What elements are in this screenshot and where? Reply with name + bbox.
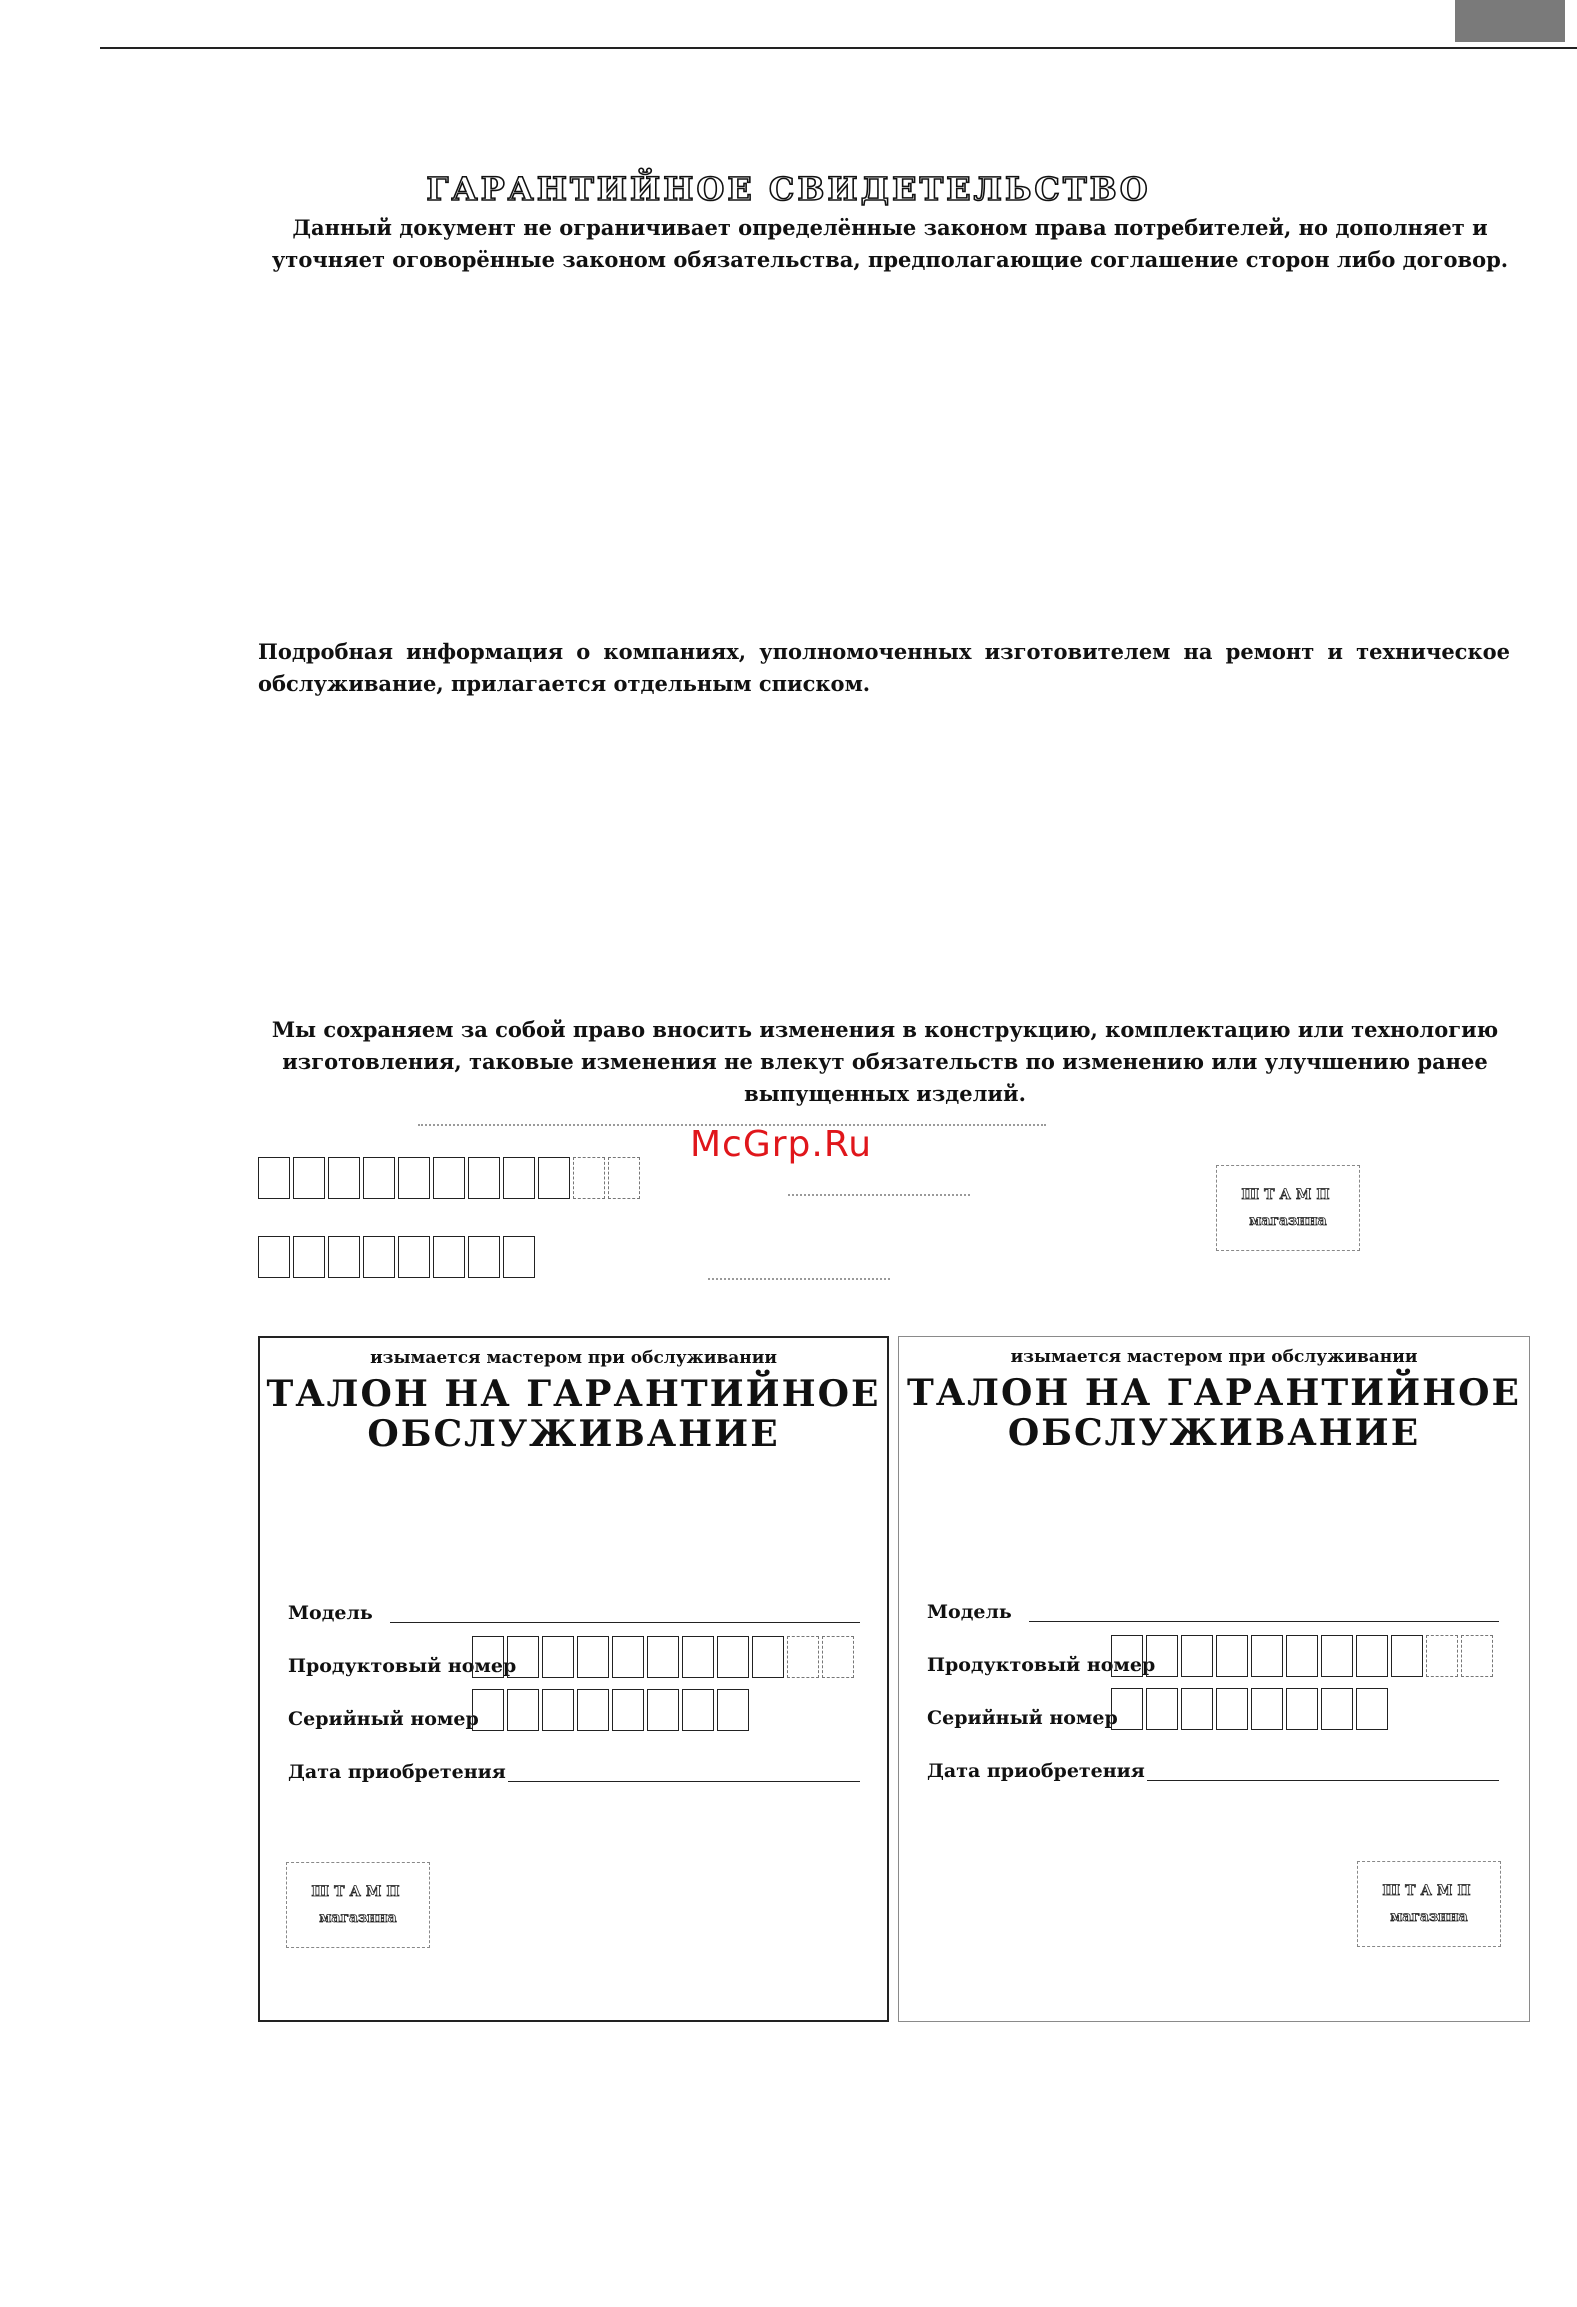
digit-cell[interactable] bbox=[258, 1157, 290, 1199]
digit-cell[interactable] bbox=[822, 1636, 854, 1678]
digit-cell[interactable] bbox=[717, 1689, 749, 1731]
model-field[interactable] bbox=[390, 1622, 860, 1623]
model-label: Модель bbox=[288, 1602, 373, 1624]
rights-reserved-note: Мы сохраняем за собой право вносить изменения в конструкцию, комплектацию или технологию изготовления, таковые изменения не влекут обязательств по изменению или улучшению ранее выпущенных изделий. bbox=[271, 1017, 1499, 1106]
digit-cell[interactable] bbox=[503, 1157, 535, 1199]
digit-cell[interactable] bbox=[1356, 1688, 1388, 1730]
digit-cell[interactable] bbox=[1216, 1688, 1248, 1730]
watermark: McGrp.Ru bbox=[690, 1124, 873, 1165]
digit-cell[interactable] bbox=[647, 1636, 679, 1678]
certificate-title: ГАРАНТИЙНОЕ СВИДЕТЕЛЬСТВО bbox=[426, 170, 1151, 208]
stamp-label: ШТАМП bbox=[1382, 1883, 1476, 1899]
coupon-product-number-cells[interactable] bbox=[472, 1636, 857, 1678]
digit-cell[interactable] bbox=[1111, 1635, 1143, 1677]
digit-cell[interactable] bbox=[1146, 1635, 1178, 1677]
product-number-label: Продуктовый номер bbox=[927, 1654, 1156, 1676]
digit-cell[interactable] bbox=[363, 1157, 395, 1199]
digit-cell[interactable] bbox=[787, 1636, 819, 1678]
coupon-subtitle: изымается мастером при обслуживании bbox=[370, 1348, 777, 1368]
page-corner-tab bbox=[1455, 0, 1565, 42]
warranty-coupon-1 bbox=[258, 1336, 889, 2022]
stamp-label: ШТАМП bbox=[311, 1884, 405, 1900]
header-rule bbox=[100, 47, 1577, 49]
stamp-label: ШТАМП bbox=[1241, 1187, 1335, 1203]
digit-cell[interactable] bbox=[1216, 1635, 1248, 1677]
digit-cell[interactable] bbox=[1181, 1688, 1213, 1730]
coupon-title-line1: ТАЛОН НА ГАРАНТИЙНОЕ bbox=[266, 1373, 881, 1415]
digit-cell[interactable] bbox=[1286, 1635, 1318, 1677]
date-dotted-line bbox=[788, 1194, 970, 1196]
coupon-title bbox=[899, 1373, 1529, 1453]
digit-cell[interactable] bbox=[293, 1236, 325, 1278]
digit-cell[interactable] bbox=[363, 1236, 395, 1278]
stamp-sublabel: магазина bbox=[319, 1910, 397, 1926]
digit-cell[interactable] bbox=[682, 1636, 714, 1678]
serial-number-cells[interactable] bbox=[258, 1236, 538, 1278]
digit-cell[interactable] bbox=[472, 1636, 504, 1678]
digit-cell[interactable] bbox=[1321, 1688, 1353, 1730]
digit-cell[interactable] bbox=[752, 1636, 784, 1678]
digit-cell[interactable] bbox=[258, 1236, 290, 1278]
coupon-serial-number-cells[interactable] bbox=[1111, 1688, 1391, 1730]
digit-cell[interactable] bbox=[398, 1236, 430, 1278]
digit-cell[interactable] bbox=[1181, 1635, 1213, 1677]
digit-cell[interactable] bbox=[577, 1636, 609, 1678]
stamp-sublabel: магазина bbox=[1249, 1213, 1327, 1229]
digit-cell[interactable] bbox=[577, 1689, 609, 1731]
digit-cell[interactable] bbox=[1321, 1635, 1353, 1677]
digit-cell[interactable] bbox=[647, 1689, 679, 1731]
digit-cell[interactable] bbox=[433, 1157, 465, 1199]
digit-cell[interactable] bbox=[1111, 1688, 1143, 1730]
purchase-date-label: Дата приобретения bbox=[288, 1761, 506, 1783]
digit-cell[interactable] bbox=[682, 1689, 714, 1731]
digit-cell[interactable] bbox=[468, 1236, 500, 1278]
digit-cell[interactable] bbox=[328, 1157, 360, 1199]
coupon-serial-number-cells[interactable] bbox=[472, 1689, 752, 1731]
purchase-date-label: Дата приобретения bbox=[927, 1760, 1145, 1782]
serial-number-label: Серийный номер bbox=[288, 1708, 479, 1730]
serial-number-label: Серийный номер bbox=[927, 1707, 1118, 1729]
coupon-stamp-box bbox=[286, 1862, 430, 1948]
seller-dotted-line bbox=[708, 1278, 890, 1280]
digit-cell[interactable] bbox=[573, 1157, 605, 1199]
digit-cell[interactable] bbox=[398, 1157, 430, 1199]
purchase-date-field[interactable] bbox=[1147, 1780, 1499, 1781]
digit-cell[interactable] bbox=[507, 1689, 539, 1731]
warranty-coupon-2 bbox=[898, 1336, 1530, 2022]
digit-cell[interactable] bbox=[1251, 1688, 1283, 1730]
digit-cell[interactable] bbox=[503, 1236, 535, 1278]
digit-cell[interactable] bbox=[608, 1157, 640, 1199]
digit-cell[interactable] bbox=[293, 1157, 325, 1199]
purchase-date-field[interactable] bbox=[508, 1781, 860, 1782]
digit-cell[interactable] bbox=[612, 1636, 644, 1678]
digit-cell[interactable] bbox=[328, 1236, 360, 1278]
coupon-product-number-cells[interactable] bbox=[1111, 1635, 1496, 1677]
digit-cell[interactable] bbox=[433, 1236, 465, 1278]
stamp-sublabel: магазина bbox=[1390, 1909, 1468, 1925]
digit-cell[interactable] bbox=[1146, 1688, 1178, 1730]
coupon-stamp-box bbox=[1357, 1861, 1501, 1947]
service-info: Подробная информация о компаниях, уполномоченных изготовителем на ремонт и техническое обслуживание, прилагается отдельным списком. bbox=[258, 639, 1510, 696]
coupon-title bbox=[260, 1374, 887, 1454]
digit-cell[interactable] bbox=[1426, 1635, 1458, 1677]
coupon-title-line2: ОБСЛУЖИВАНИЕ bbox=[1007, 1412, 1421, 1454]
coupon-subtitle: изымается мастером при обслуживании bbox=[1010, 1347, 1418, 1367]
product-number-cells[interactable] bbox=[258, 1157, 643, 1199]
certificate-intro: Данный документ не ограничивает определённые законом права потребителей, но дополняет и уточняет оговорённые законом обязательства, предполагающие соглашение сторон либо договор. bbox=[271, 215, 1509, 272]
digit-cell[interactable] bbox=[1286, 1688, 1318, 1730]
digit-cell[interactable] bbox=[542, 1689, 574, 1731]
digit-cell[interactable] bbox=[468, 1157, 500, 1199]
digit-cell[interactable] bbox=[612, 1689, 644, 1731]
digit-cell[interactable] bbox=[472, 1689, 504, 1731]
digit-cell[interactable] bbox=[1391, 1635, 1423, 1677]
shop-stamp-box bbox=[1216, 1165, 1360, 1251]
model-label: Модель bbox=[927, 1601, 1012, 1623]
digit-cell[interactable] bbox=[538, 1157, 570, 1199]
digit-cell[interactable] bbox=[542, 1636, 574, 1678]
digit-cell[interactable] bbox=[717, 1636, 749, 1678]
model-field[interactable] bbox=[1029, 1621, 1499, 1622]
digit-cell[interactable] bbox=[507, 1636, 539, 1678]
coupon-title-line2: ОБСЛУЖИВАНИЕ bbox=[367, 1413, 780, 1455]
digit-cell[interactable] bbox=[1461, 1635, 1493, 1677]
digit-cell[interactable] bbox=[1356, 1635, 1388, 1677]
coupon-title-line1: ТАЛОН НА ГАРАНТИЙНОЕ bbox=[907, 1372, 1521, 1414]
digit-cell[interactable] bbox=[1251, 1635, 1283, 1677]
product-number-label: Продуктовый номер bbox=[288, 1655, 517, 1677]
